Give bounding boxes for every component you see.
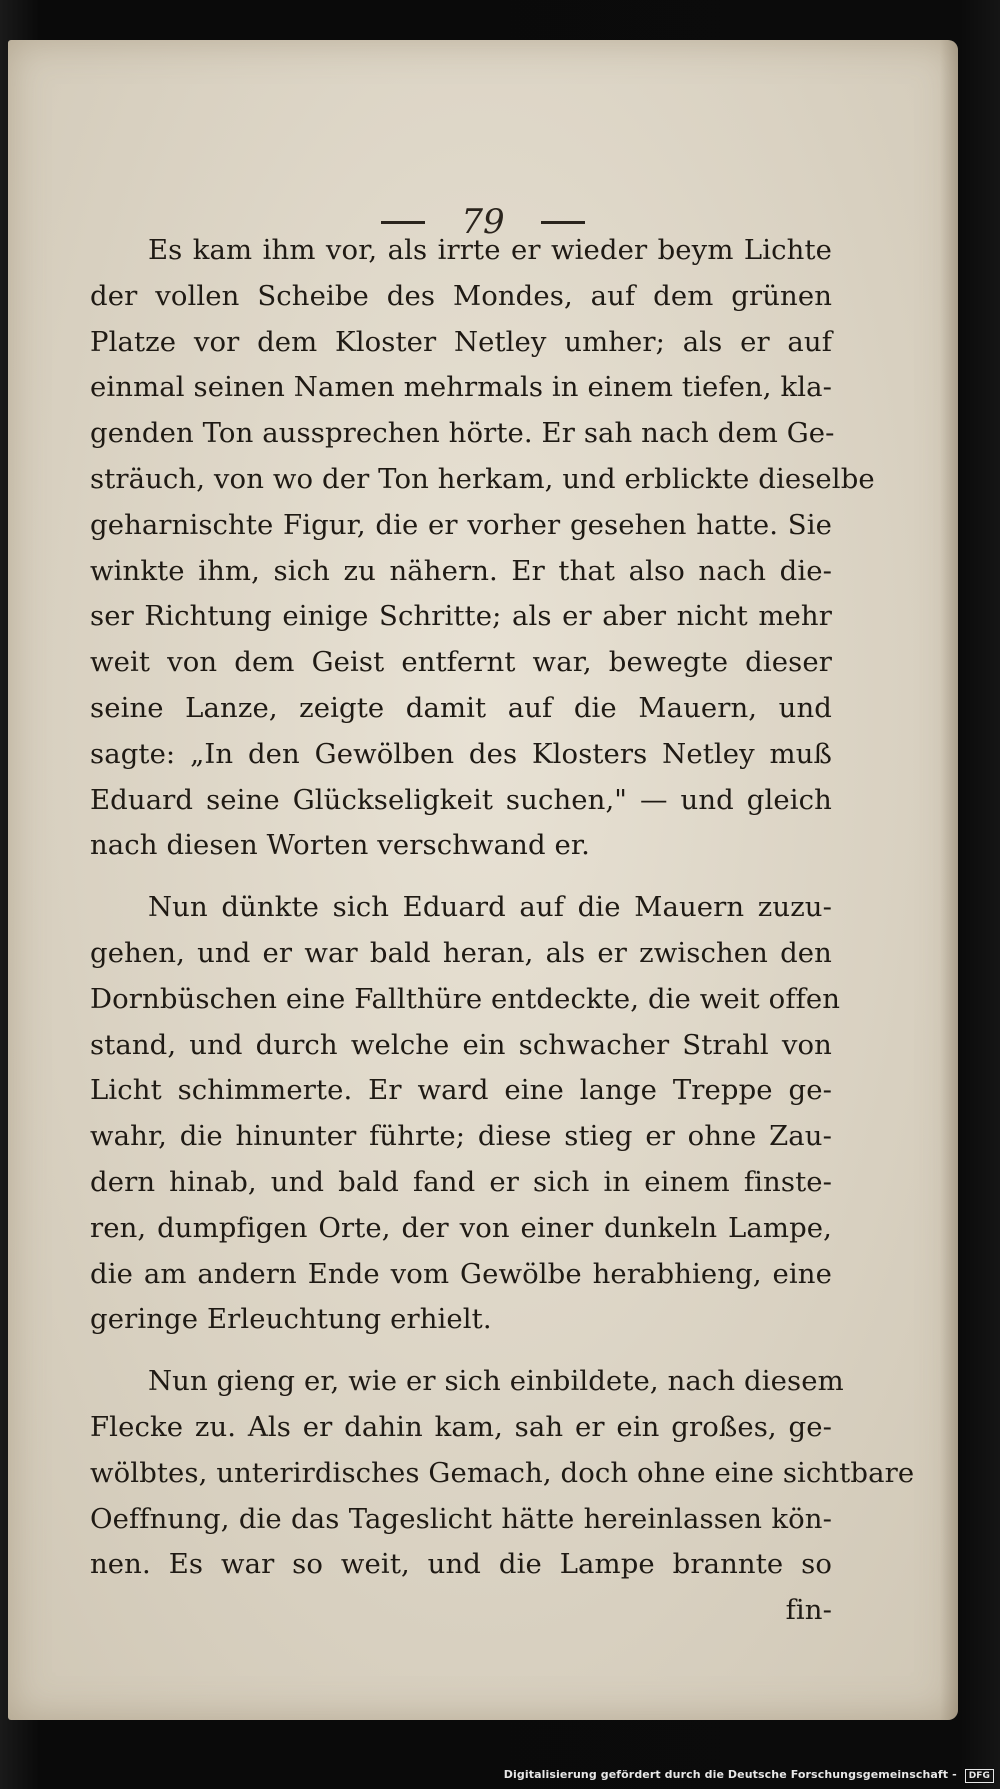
text-line: Es kam ihm vor, als irrte er wieder beym Lichte bbox=[148, 234, 832, 266]
paragraph bbox=[90, 885, 841, 1343]
text-line: die am andern Ende vom Gewölbe herabhieng, eine bbox=[90, 1257, 832, 1290]
text-line: winkte ihm, sich zu nähern. Er that also nach die- bbox=[90, 554, 832, 587]
header-dash-right bbox=[541, 221, 585, 224]
paragraph bbox=[90, 228, 875, 869]
text-line: wahr, die hinunter führte; diese stieg er ohne Zau- bbox=[90, 1120, 832, 1153]
text-line: Eduard seine Glückseligkeit suchen," — und gleich bbox=[90, 783, 832, 816]
text-line: seine Lanze, zeigte damit auf die Mauern, und bbox=[90, 691, 832, 724]
paragraph-gap bbox=[90, 869, 832, 885]
text-line: Nun gieng er, wie er sich einbildete, nach diesem bbox=[148, 1365, 844, 1398]
text-line: wölbtes, unterirdisches Gemach, doch ohne eine sichtbare bbox=[90, 1456, 915, 1489]
text-line: geharnischte Figur, die er vorher gesehen hatte. Sie bbox=[90, 508, 832, 541]
paragraph-gap bbox=[90, 1343, 832, 1359]
footer-credit bbox=[504, 1768, 994, 1783]
header-dash-left bbox=[381, 221, 425, 224]
catchword: fin- bbox=[785, 1594, 832, 1627]
text-line: der vollen Scheibe des Mondes, auf dem grünen bbox=[90, 279, 832, 312]
text-line: nach diesen Worten verschwand er. bbox=[90, 829, 590, 862]
text-line: gehen, und er war bald heran, als er zwischen den bbox=[90, 936, 832, 969]
text-line: geringe Erleuchtung erhielt. bbox=[90, 1303, 492, 1336]
text-line: weit von dem Geist entfernt war, bewegte dieser bbox=[90, 646, 832, 679]
footer-text: Digitalisierung gefördert durch die Deutsche Forschungsgemeinschaft - bbox=[503, 1768, 957, 1781]
text-line: Nun dünkte sich Eduard auf die Mauern zuzu- bbox=[148, 891, 832, 924]
paragraph bbox=[90, 1359, 915, 1588]
text-line: sagte: „In den Gewölben des Klosters Netley muß bbox=[90, 737, 832, 770]
page-number: 79 bbox=[461, 202, 505, 242]
page-edge-shadow bbox=[940, 40, 958, 1720]
text-line: Licht schimmerte. Er ward eine lange Treppe ge- bbox=[90, 1074, 832, 1107]
text-line: Flecke zu. Als er dahin kam, sah er ein großes, ge- bbox=[90, 1410, 832, 1443]
text-line: sträuch, von wo der Ton herkam, und erblickte dieselbe bbox=[90, 462, 875, 495]
dfg-logo: DFG bbox=[965, 1769, 994, 1783]
text-line: ser Richtung einige Schritte; als er aber nicht mehr bbox=[90, 600, 832, 633]
text-line: stand, und durch welche ein schwacher Strahl von bbox=[90, 1028, 832, 1061]
text-line: einmal seinen Namen mehrmals in einem tiefen, kla- bbox=[90, 371, 833, 404]
body-text bbox=[90, 228, 915, 1634]
text-line: Dornbüschen eine Fallthüre entdeckte, die weit offen bbox=[90, 982, 841, 1015]
text-line: Platze vor dem Kloster Netley umher; als er auf bbox=[90, 325, 832, 358]
text-line: nen. Es war so weit, und die Lampe brannte so bbox=[90, 1548, 832, 1581]
text-line: ren, dumpfigen Orte, der von einer dunkeln Lampe, bbox=[90, 1211, 832, 1244]
text-line: genden Ton aussprechen hörte. Er sah nach dem Ge- bbox=[90, 417, 835, 450]
text-line: Oeffnung, die das Tageslicht hätte hereinlassen kön- bbox=[90, 1502, 832, 1535]
text-line: dern hinab, und bald fand er sich in einem finste- bbox=[90, 1165, 832, 1198]
